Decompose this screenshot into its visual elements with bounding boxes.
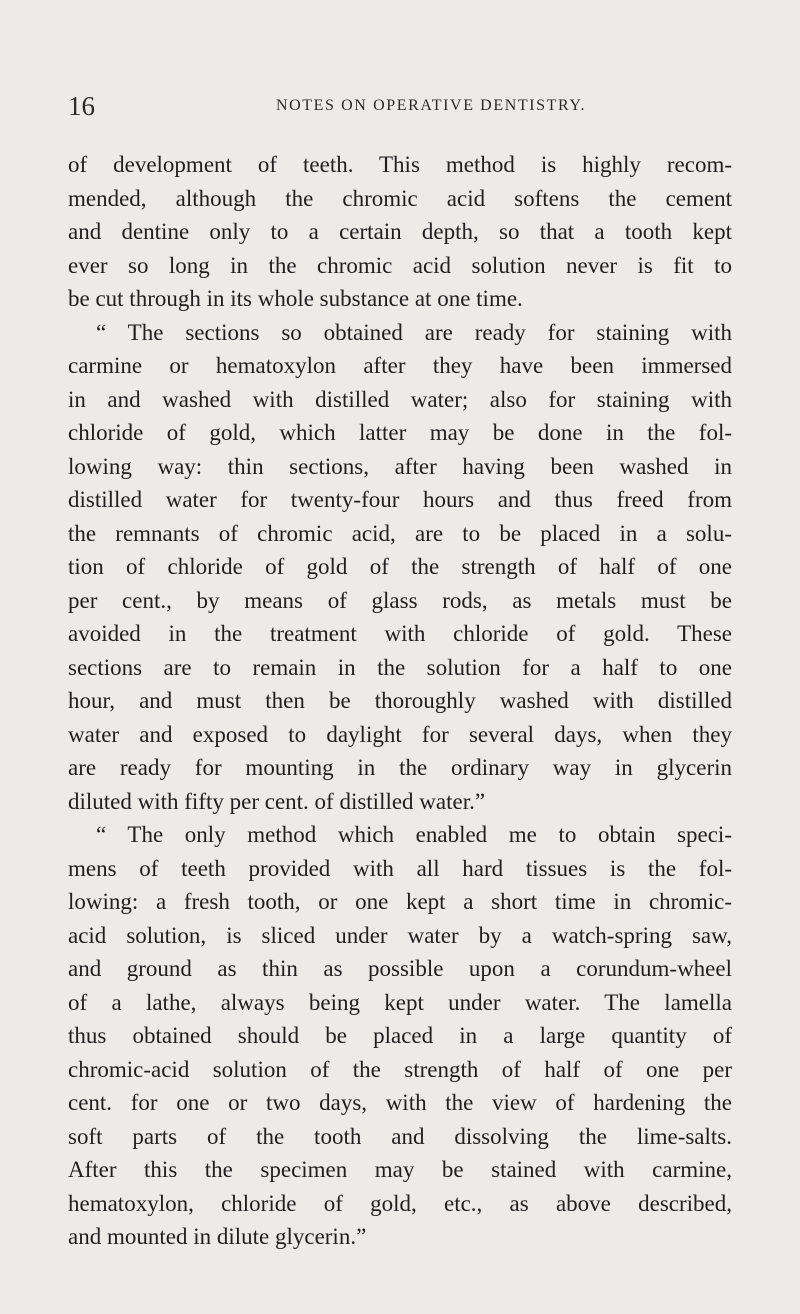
text-line: diluted with fifty per cent. of distilled water.” (68, 788, 486, 814)
text-line: tion of chloride of gold of the strength of half of one (68, 554, 732, 579)
text-line: chromic-acid solution of the strength of half of one per (68, 1056, 732, 1082)
text-line: per cent., by means of glass rods, as metals must be (68, 587, 732, 613)
text-line: be cut through in its whole substance at one time. (68, 286, 523, 311)
running-head (68, 86, 732, 126)
text-line: distilled water for twenty-four hours and thus freed from (68, 487, 732, 512)
text-line: and mounted in dilute glycerin.” (68, 1224, 367, 1249)
text-line: ever so long in the chromic acid solution never is fit to (68, 252, 732, 278)
text-line: carmine or hematoxylon after they have been immersed (68, 353, 732, 378)
text-line: the remnants of chromic acid, are to be placed in a solu- (68, 520, 732, 546)
text-line: hematoxylon, chloride of gold, etc., as above described, (68, 1190, 732, 1216)
text-line: and ground as thin as possible upon a corundum-wheel (68, 956, 732, 981)
text-line: avoided in the treatment with chloride of gold. These (68, 621, 732, 646)
text-line: are ready for mounting in the ordinary way in glycerin (68, 755, 732, 780)
text-line: acid solution, is sliced under water by a watch-spring saw, (68, 922, 732, 948)
text-line: of a lathe, always being kept under water. The lamella (68, 989, 732, 1015)
text-line: sections are to remain in the solution for a half to one (68, 654, 732, 680)
text-line: lowing way: thin sections, after having been washed in (68, 453, 732, 479)
text-line: lowing: a fresh tooth, or one kept a short time in chromic- (68, 889, 732, 914)
text-line: hour, and must then be thoroughly washed with distilled (68, 688, 732, 713)
text-line: of development of teeth. This method is highly recom- (68, 152, 732, 177)
text-line: and dentine only to a certain depth, so that a tooth kept (68, 219, 732, 244)
text-line: mended, although the chromic acid softens the cement (68, 185, 732, 211)
text-line: chloride of gold, which latter may be done in the fol- (68, 420, 732, 445)
text-line: After this the specimen may be stained with carmine, (68, 1157, 732, 1182)
running-title: NOTES ON OPERATIVE DENTISTRY. (276, 97, 587, 114)
text-line: “ The only method which enabled me to obtain speci- (96, 822, 732, 847)
page-number: 16 (68, 91, 95, 121)
text-line: “ The sections so obtained are ready for staining with (96, 319, 732, 345)
text-line: cent. for one or two days, with the view of hardening the (68, 1090, 732, 1115)
text-line: thus obtained should be placed in a large quantity of (68, 1023, 732, 1048)
text-line: soft parts of the tooth and dissolving the lime-salts. (68, 1123, 732, 1149)
text-line: mens of teeth provided with all hard tissues is the fol- (68, 855, 732, 881)
body-text (68, 148, 732, 1254)
text-line: in and washed with distilled water; also for staining with (68, 386, 732, 412)
text-line: water and exposed to daylight for several days, when they (68, 721, 732, 747)
